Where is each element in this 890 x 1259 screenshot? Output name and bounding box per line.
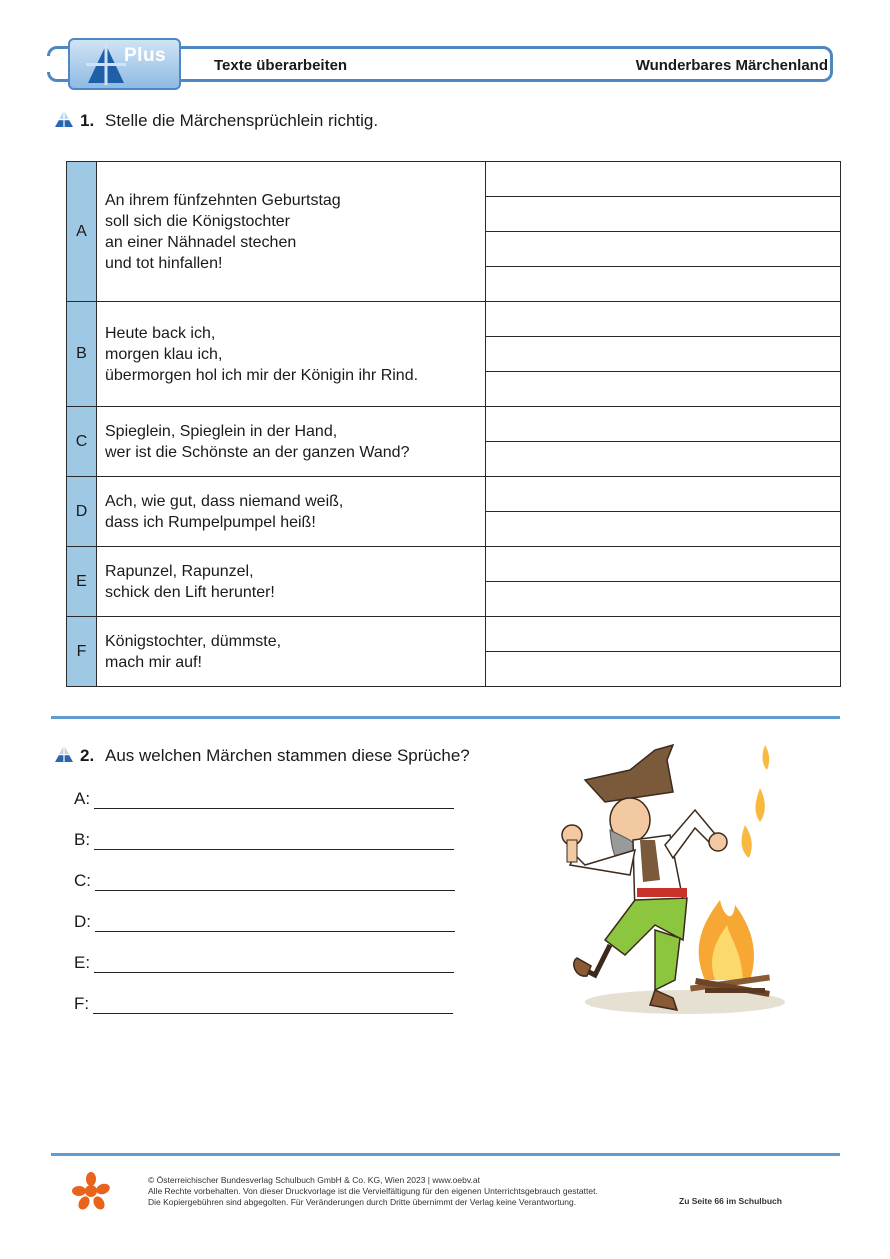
table-row xyxy=(67,162,841,197)
answer-writing-line[interactable] xyxy=(486,547,841,582)
footer-line-fees: Die Kopiergebühren sind abgegolten. Für Veränderungen durch Dritte übernimmt der Verlag keine Verantwortung. xyxy=(148,1197,577,1207)
verse-text xyxy=(97,407,486,477)
verse-line: wer ist die Schönste an der ganzen Wand? xyxy=(105,443,410,461)
verse-line: morgen klau ich, xyxy=(105,345,223,363)
verse-line: übermorgen hol ich mir der Königin ihr Rind. xyxy=(105,366,419,384)
plus-logo xyxy=(68,38,181,90)
footer-divider xyxy=(51,1153,840,1156)
answer-writing-line[interactable] xyxy=(486,617,841,652)
answer-writing-line[interactable] xyxy=(486,582,841,617)
verse-line: dass ich Rumpelpumpel heiß! xyxy=(105,513,316,531)
answer-writing-line[interactable] xyxy=(486,197,841,232)
answer-writing-line[interactable] xyxy=(486,652,841,687)
answer-writing-line[interactable] xyxy=(486,407,841,442)
answer-writing-line[interactable] xyxy=(486,512,841,547)
verse-line: Heute back ich, xyxy=(105,324,216,342)
verse-table xyxy=(66,161,841,687)
verse-text xyxy=(97,617,486,687)
verse-line: und tot hinfallen! xyxy=(105,254,223,272)
footer-line-copyright: © Österreichischer Bundesverlag Schulbuch GmbH & Co. KG, Wien 2023 | www.oebv.at xyxy=(148,1175,480,1185)
row-letter: D xyxy=(67,477,97,547)
verse-text xyxy=(97,547,486,617)
worksheet-topic: Wunderbares Märchenland xyxy=(635,57,828,74)
table-row xyxy=(67,407,841,442)
answer-writing-line[interactable] xyxy=(486,162,841,197)
oebv-logo-icon xyxy=(72,1172,110,1210)
row-letter: E xyxy=(67,547,97,617)
answer-blank[interactable] xyxy=(95,915,455,932)
answer-label: F: xyxy=(74,994,90,1013)
verse-line: an einer Nähnadel stechen xyxy=(105,233,297,251)
row-letter: B xyxy=(67,302,97,407)
answer-label: D: xyxy=(74,912,91,931)
answer-blank[interactable] xyxy=(93,997,453,1014)
verse-line: mach mir auf! xyxy=(105,653,202,671)
answer-blank[interactable] xyxy=(94,833,454,850)
answer-writing-line[interactable] xyxy=(486,477,841,512)
answer-row xyxy=(74,871,455,891)
answer-blank[interactable] xyxy=(95,874,455,891)
answer-writing-line[interactable] xyxy=(486,442,841,477)
answer-row xyxy=(74,830,454,850)
answer-blank[interactable] xyxy=(94,792,454,809)
answer-writing-line[interactable] xyxy=(486,267,841,302)
answer-label: C: xyxy=(74,871,91,890)
answer-row xyxy=(74,789,454,809)
table-row xyxy=(67,302,841,337)
row-letter: C xyxy=(67,407,97,477)
row-letter: A xyxy=(67,162,97,302)
verse-line: Königstochter, dümmste, xyxy=(105,632,282,650)
pyramid-level-icon xyxy=(54,745,74,763)
answer-label: B: xyxy=(74,830,91,849)
verse-line: soll sich die Königstochter xyxy=(105,212,290,230)
verse-text xyxy=(97,477,486,547)
verse-line: Ach, wie gut, dass niemand weiß, xyxy=(105,492,344,510)
verse-text xyxy=(97,302,486,407)
table-row xyxy=(67,617,841,652)
answer-label: A: xyxy=(74,789,91,808)
task2-instruction: Aus welchen Märchen stammen diese Sprüche? xyxy=(105,746,470,765)
table-row xyxy=(67,477,841,512)
answer-writing-line[interactable] xyxy=(486,337,841,372)
answer-row xyxy=(74,953,454,973)
answer-writing-line[interactable] xyxy=(486,232,841,267)
answer-label: E: xyxy=(74,953,91,972)
verse-text xyxy=(97,162,486,302)
answer-writing-line[interactable] xyxy=(486,372,841,407)
header-frame-gap xyxy=(44,56,56,72)
footer-copyright xyxy=(148,1175,598,1208)
task2-number: 2. xyxy=(80,746,95,765)
worksheet-title: Texte überarbeiten xyxy=(214,57,348,74)
pyramid-icon xyxy=(86,43,126,85)
rumpelstiltskin-illustration xyxy=(555,740,790,1025)
answer-blank[interactable] xyxy=(94,956,454,973)
row-letter: F xyxy=(67,617,97,687)
verse-line: Rapunzel, Rapunzel, xyxy=(105,562,254,580)
table-row xyxy=(67,547,841,582)
task1-instruction: Stelle die Märchensprüchlein richtig. xyxy=(105,111,379,130)
logo-text: Plus xyxy=(124,45,167,66)
answer-row xyxy=(74,912,455,932)
answer-row xyxy=(74,994,453,1014)
verse-line: schick den Lift herunter! xyxy=(105,583,275,601)
footer-line-rights: Alle Rechte vorbehalten. Von dieser Druckvorlage ist die Vervielfältigung für den eigenen Unterrichtsgebrauch gestattet. xyxy=(148,1186,598,1196)
pyramid-level-icon xyxy=(54,110,74,128)
campfire xyxy=(690,745,770,997)
schoolbook-page-reference: Zu Seite 66 im Schulbuch xyxy=(679,1196,782,1206)
section-divider xyxy=(51,716,840,719)
verse-line: Spieglein, Spieglein in der Hand, xyxy=(105,422,338,440)
answer-writing-line[interactable] xyxy=(486,302,841,337)
task1-number: 1. xyxy=(80,111,95,130)
verse-line: An ihrem fünfzehnten Geburtstag xyxy=(105,191,341,209)
